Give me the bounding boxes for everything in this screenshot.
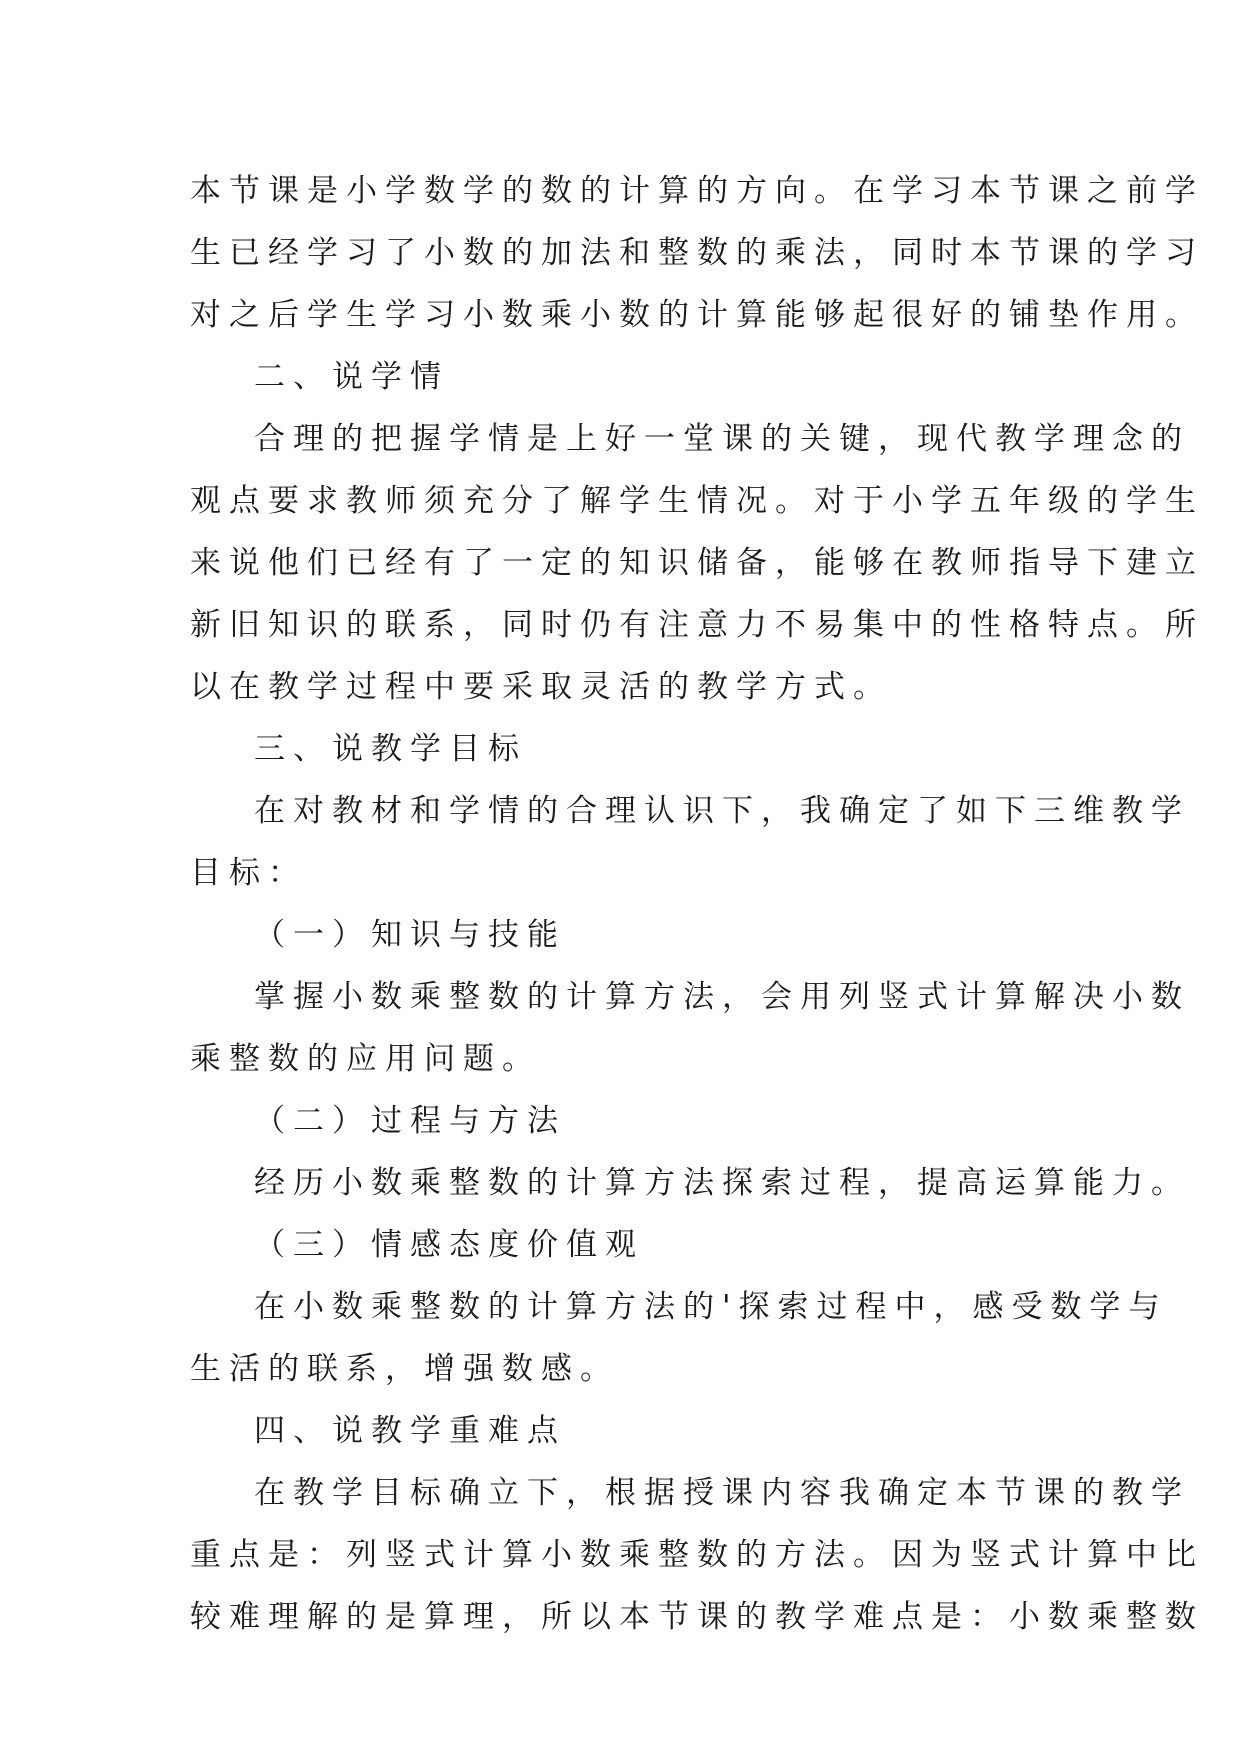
- paragraph-line: 目标：: [190, 855, 307, 891]
- paragraph-line: 来说他们已经有了一定的知识储备，能够在教师指导下建立: [190, 545, 1204, 581]
- paragraph-line: 对之后学生学习小数乘小数的计算能够起很好的铺垫作用。: [190, 297, 1204, 333]
- paragraph-line: 掌握小数乘整数的计算方法，会用列竖式计算解决小数: [254, 979, 1190, 1015]
- paragraph-line: 在对教材和学情的合理认识下，我确定了如下三维教学: [254, 793, 1190, 829]
- section-heading-key-difficulties: 四、说教学重难点: [254, 1413, 566, 1449]
- paragraph-line: 较难理解的是算理，所以本节课的教学难点是：小数乘整数: [190, 1599, 1204, 1635]
- paragraph-line: 合理的把握学情是上好一堂课的关键，现代教学理念的: [254, 421, 1190, 457]
- paragraph-line: 经历小数乘整数的计算方法探索过程，提高运算能力。: [254, 1165, 1190, 1201]
- section-heading-teaching-goals: 三、说教学目标: [254, 731, 527, 767]
- paragraph-line: 观点要求教师须充分了解学生情况。对于小学五年级的学生: [190, 483, 1204, 519]
- subheading-emotional-values: （三）情感态度价值观: [254, 1227, 644, 1263]
- paragraph-line: 在小数乘整数的计算方法的'探索过程中，感受数学与: [254, 1289, 1168, 1325]
- paragraph-line: 重点是：列竖式计算小数乘整数的方法。因为竖式计算中比: [190, 1537, 1204, 1573]
- paragraph-line: 生活的联系，增强数感。: [190, 1351, 619, 1387]
- paragraph-line: 生已经学习了小数的加法和整数的乘法，同时本节课的学习: [190, 235, 1204, 271]
- subheading-process-methods: （二）过程与方法: [254, 1103, 566, 1139]
- section-heading-learning-situation: 二、说学情: [254, 359, 449, 395]
- paragraph-line: 在教学目标确立下，根据授课内容我确定本节课的教学: [254, 1475, 1190, 1511]
- paragraph-line: 本节课是小学数学的数的计算的方向。在学习本节课之前学: [190, 173, 1204, 209]
- paragraph-line: 新旧知识的联系，同时仍有注意力不易集中的性格特点。所: [190, 607, 1204, 643]
- paragraph-line: 以在教学过程中要采取灵活的教学方式。: [190, 669, 892, 705]
- subheading-knowledge-skills: （一）知识与技能: [254, 917, 566, 953]
- paragraph-line: 乘整数的应用问题。: [190, 1041, 541, 1077]
- document-body: [190, 160, 1204, 1648]
